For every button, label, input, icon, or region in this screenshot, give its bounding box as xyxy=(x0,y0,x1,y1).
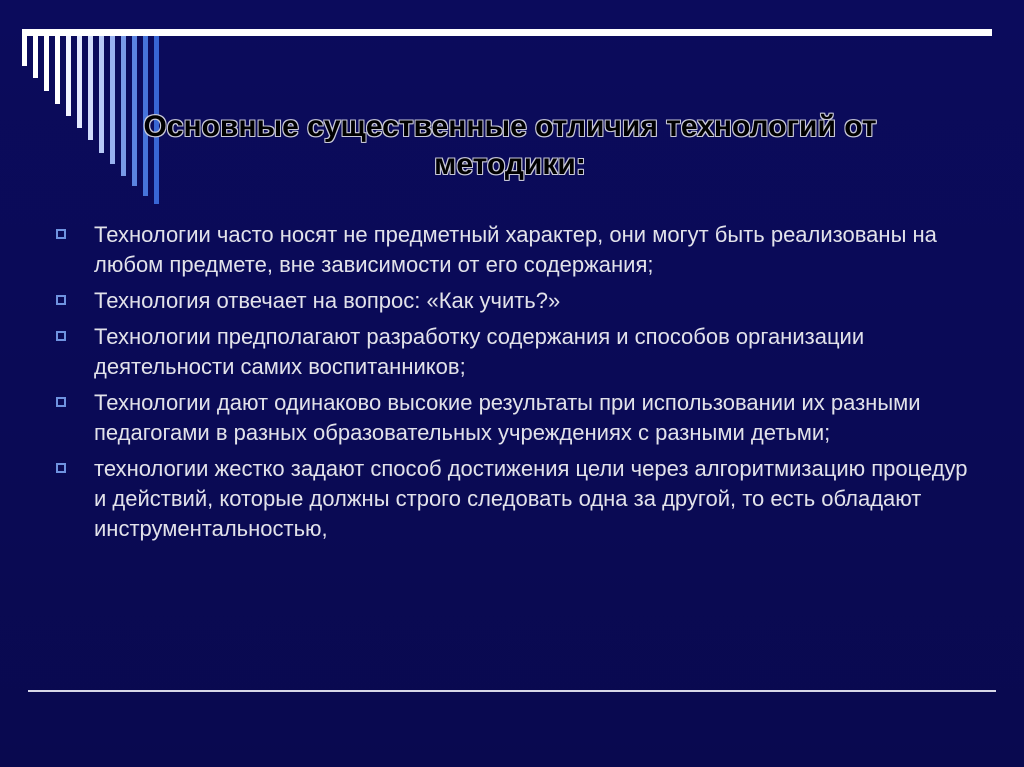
bullet-item xyxy=(52,454,972,544)
stripe xyxy=(55,36,60,104)
bottom-rule xyxy=(28,690,996,692)
hollow-square-bullet-icon xyxy=(56,295,66,305)
stripe xyxy=(44,36,49,91)
stripe xyxy=(66,36,71,116)
hollow-square-bullet-icon xyxy=(56,229,66,239)
bullet-text: технологии жестко задают способ достижения цели через алгоритмизацию процедур и действий, которые должны строго следовать одна за другой, то есть обладают инструментальностью, xyxy=(94,456,968,541)
stripe xyxy=(22,36,27,66)
bullet-text: Технологии дают одинаково высокие результаты при использовании их разными педагогами в разных образовательных учреждениях с разными детьми; xyxy=(94,390,921,445)
stripe xyxy=(33,36,38,78)
bullet-text: Технология отвечает на вопрос: «Как учить?» xyxy=(94,288,561,313)
bullet-item xyxy=(52,220,972,280)
bullet-text: Технологии предполагают разработку содержания и способов организации деятельности самих воспитанников; xyxy=(94,324,865,379)
title-line-1: Основные существенные отличия технологий от xyxy=(143,110,877,143)
title-line-2: методики: xyxy=(434,148,586,181)
hollow-square-bullet-icon xyxy=(56,331,66,341)
bullet-item xyxy=(52,286,972,316)
bullet-item xyxy=(52,322,972,382)
slide-title xyxy=(70,108,950,184)
hollow-square-bullet-icon xyxy=(56,463,66,473)
hollow-square-bullet-icon xyxy=(56,397,66,407)
bullet-text: Технологии часто носят не предметный характер, они могут быть реализованы на любом предмете, вне зависимости от его содержания; xyxy=(94,222,937,277)
bullet-list xyxy=(52,220,972,550)
top-rule xyxy=(22,29,992,36)
bullet-item xyxy=(52,388,972,448)
